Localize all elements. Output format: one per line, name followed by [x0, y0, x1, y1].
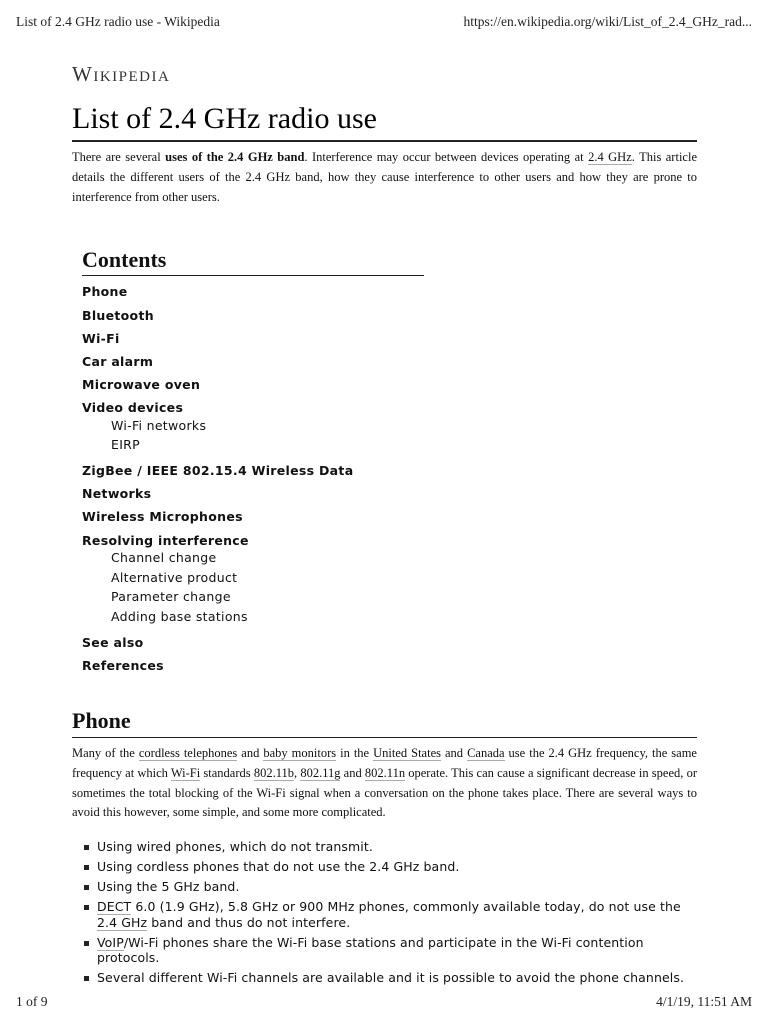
list-item: VoIP/Wi-Fi phones share the Wi-Fi base stations and participate in the Wi-Fi contention protocols.	[84, 935, 697, 966]
toc-item-references[interactable]: References	[82, 657, 164, 673]
toc-group-resolving-interference	[82, 529, 424, 627]
toc-item-car-alarm[interactable]: Car alarm	[82, 354, 154, 369]
link-canada[interactable]: Canada	[467, 746, 505, 761]
list-item: Using wired phones, which do not transmit.	[84, 839, 697, 855]
bullet-square-icon	[84, 885, 89, 890]
toc-item-video-devices[interactable]: Video devices	[82, 400, 184, 416]
toc-group-video-devices	[82, 396, 424, 455]
print-page-url[interactable]: https://en.wikipedia.org/wiki/List_of_2.4_GHz_rad...	[463, 14, 752, 29]
toc-item-microwave-oven[interactable]: Microwave oven	[82, 377, 201, 393]
link-united-states[interactable]: United States	[373, 746, 441, 761]
toc-item-zigbee[interactable]: ZigBee / IEEE 802.15.4 Wireless Data Networks	[82, 463, 354, 502]
phone-paragraph: Many of the cordless telephones and baby monitors in the United States and Canada use the 2.4 GHz frequency, the same frequency at which Wi-Fi standards 802.11b, 802.11g and 802.11n operate. This can cause a significant decrease in speed, or sometimes the total blocking of the Wi-Fi signal when a conversation on the phone takes place. There are several ways to avoid this however, some simple, and some more complicated.	[72, 746, 697, 820]
link-dect[interactable]: DECT	[97, 899, 132, 915]
toc-heading: Contents	[82, 247, 424, 276]
toc-subitem-parameter-change[interactable]: Parameter change	[111, 589, 231, 605]
toc-item-see-also[interactable]: See also	[82, 634, 144, 650]
toc-subitem-eirp[interactable]: EIRP	[111, 437, 141, 453]
link-802-11g[interactable]: 802.11g	[300, 765, 341, 780]
list-item: Several different Wi-Fi channels are available and it is possible to avoid the phone channels.	[84, 970, 697, 986]
list-item: DECT 6.0 (1.9 GHz), 5.8 GHz or 900 MHz phones, commonly available today, do not use the 2.4 GHz band and thus do not interfere.	[84, 899, 697, 930]
table-of-contents	[82, 247, 424, 677]
bullet-square-icon	[84, 865, 89, 870]
page-counter: 1 of 9	[16, 994, 48, 1009]
phone-bullet-list	[84, 839, 697, 986]
toc-item-resolving-interference[interactable]: Resolving interference	[82, 532, 249, 548]
link-2-4-ghz[interactable]: 2.4 GHz	[588, 150, 632, 164]
toc-item-wifi[interactable]: Wi-Fi	[82, 330, 120, 346]
toc-sublist-resolving-interference	[111, 548, 424, 627]
link-baby-monitors[interactable]: baby monitors	[263, 746, 337, 761]
list-item: Using the 5 GHz band.	[84, 879, 697, 895]
toc-subitem-alternative-product[interactable]: Alternative product	[111, 569, 238, 585]
toc-list	[82, 280, 424, 677]
print-datetime: 4/1/19, 11:51 AM	[656, 994, 752, 1009]
toc-subitem-wifi-networks[interactable]: Wi-Fi networks	[111, 417, 207, 433]
link-wifi[interactable]: Wi-Fi	[170, 765, 201, 780]
list-item: Using cordless phones that do not use the 2.4 GHz band.	[84, 859, 697, 875]
print-page-title: List of 2.4 GHz radio use - Wikipedia	[16, 14, 220, 29]
print-header	[0, 0, 768, 40]
link-cordless-telephones[interactable]: cordless telephones	[138, 746, 238, 761]
link-802-11n[interactable]: 802.11n	[364, 765, 406, 780]
toc-item-phone[interactable]: Phone	[82, 284, 128, 300]
section-heading-phone: Phone	[72, 707, 697, 738]
toc-subitem-channel-change[interactable]: Channel change	[111, 549, 217, 565]
bullet-square-icon	[84, 941, 89, 946]
wikipedia-wordmark-logo[interactable]: Wikipedia	[72, 62, 171, 86]
link-2-4-ghz-band[interactable]: 2.4 GHz	[97, 914, 148, 930]
link-802-11b[interactable]: 802.11b	[253, 765, 294, 780]
toc-sublist-video-devices	[111, 416, 424, 455]
toc-item-wireless-microphones[interactable]: Wireless Microphones	[82, 509, 243, 525]
bullet-square-icon	[84, 845, 89, 850]
intro-paragraph: There are several uses of the 2.4 GHz band. Interference may occur between devices operating at 2.4 GHz. This article details the different users of the 2.4 GHz band, how they cause interference to other users and how they are prone to interference from other users.	[72, 150, 697, 204]
bullet-square-icon	[84, 905, 89, 910]
article-content	[72, 62, 697, 990]
toc-subitem-adding-base-stations[interactable]: Adding base stations	[111, 608, 248, 624]
intro-bold-term: uses of the 2.4 GHz band	[165, 150, 305, 164]
page-title: List of 2.4 GHz radio use	[72, 102, 697, 142]
link-voip[interactable]: VoIP	[97, 934, 124, 950]
bullet-square-icon	[84, 976, 89, 981]
toc-item-bluetooth[interactable]: Bluetooth	[82, 307, 154, 323]
